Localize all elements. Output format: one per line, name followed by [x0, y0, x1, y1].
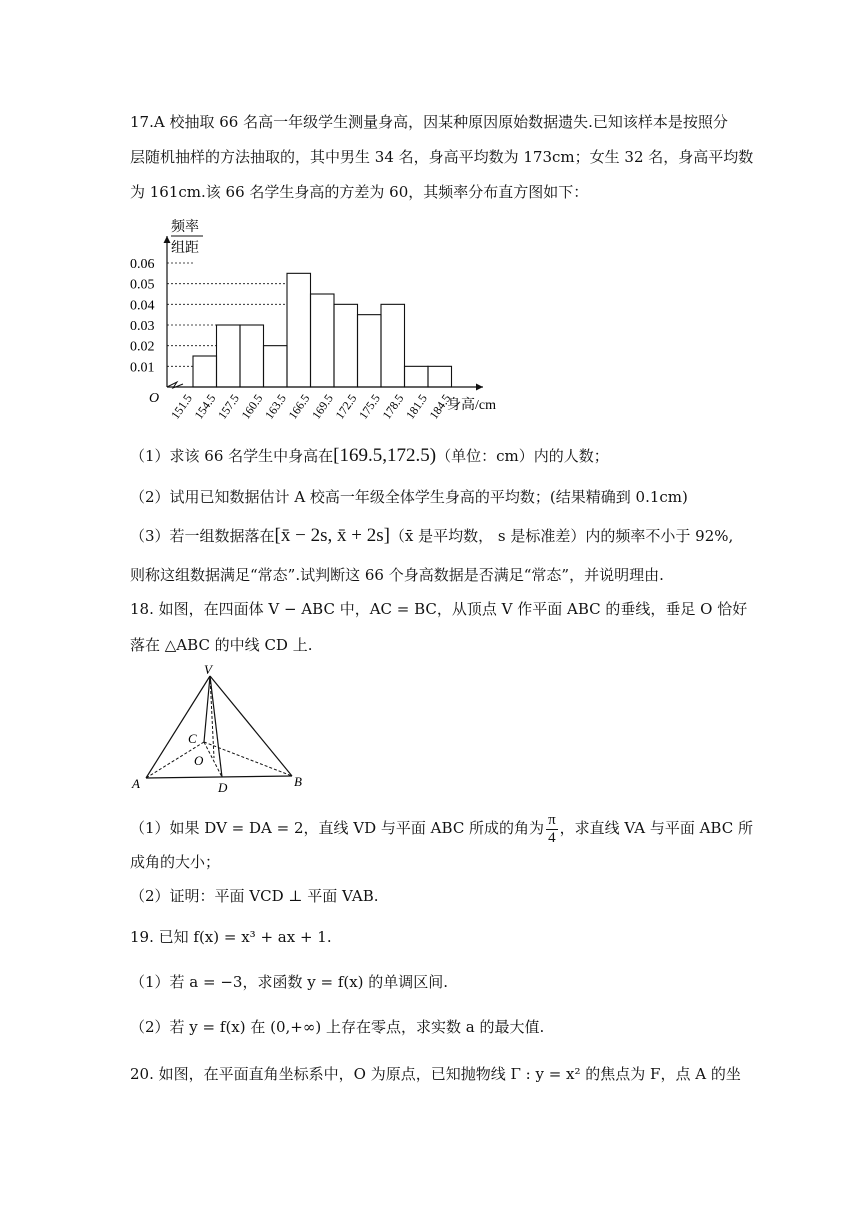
q18-sub2: （2）证明：平面 VCD ⊥ 平面 VAB.	[130, 887, 379, 905]
x-tick-label: 184.5	[426, 391, 454, 422]
y-tick-label: 0.01	[130, 360, 155, 376]
y-tick-label: 0.02	[130, 339, 155, 355]
x-tick-label: 181.5	[402, 391, 430, 422]
q18-line-2: 落在 △ABC 的中线 CD 上.	[130, 636, 313, 654]
histogram-bar	[334, 304, 358, 387]
histogram-bar	[217, 325, 241, 387]
q18-line-1: 18. 如图，在四面体 V − ABC 中，AC = BC，从顶点 V 作平面 ABC 的垂线，垂足 O 恰好	[130, 600, 748, 618]
q19-line-1: 19. 已知 f(x) = x³ + ax + 1.	[130, 928, 332, 946]
label-O: O	[194, 753, 204, 768]
histogram-chart	[125, 212, 496, 422]
x-tick-label: 151.5	[167, 391, 195, 422]
x-tick-label: 166.5	[285, 391, 313, 422]
y-label-top: 频率	[171, 220, 199, 235]
q17-sub3-interval: [x̄ − 2s, x̄ + 2s]	[274, 525, 390, 546]
q17-sub1	[130, 445, 609, 467]
q17-line-1: 17.A 校抽取 66 名高一年级学生测量身高，因某种原因原始数据遗失.已知该样本是按照分	[130, 113, 728, 131]
histogram-bar	[264, 346, 288, 387]
q17-sub3-line2: 则称这组数据满足“常态”.试判断这 66 个身高数据是否满足“常态”，并说明理由.	[130, 566, 664, 584]
histogram-bar	[240, 325, 264, 387]
label-C: C	[188, 731, 197, 746]
q17-sub2: （2）试用已知数据估计 A 校高一年级全体学生身高的平均数；(结果精确到 0.1cm)	[130, 488, 688, 506]
x-tick-label: 175.5	[355, 391, 383, 422]
histogram-bar	[358, 315, 382, 387]
tetrahedron-figure	[128, 664, 328, 794]
label-A: A	[132, 776, 140, 791]
x-tick-label: 157.5	[214, 391, 242, 422]
histogram-bar	[405, 366, 429, 387]
x-axis-label: 身高/cm	[447, 398, 496, 413]
q17-sub1-interval: [169.5,172.5)	[333, 445, 437, 466]
q17-sub3	[130, 525, 733, 547]
edge-VC	[204, 676, 210, 742]
q18-sub1-pre: （1）如果 DV = DA = 2，直线 VD 与平面 ABC 所成的角为	[130, 819, 545, 837]
histogram-bar	[381, 304, 405, 387]
fraction-denominator: 4	[548, 829, 556, 846]
q17-line-3: 为 161cm.该 66 名学生身高的方差为 60，其频率分布直方图如下：	[130, 183, 589, 201]
label-D: D	[218, 780, 228, 795]
label-B: B	[294, 774, 302, 789]
histogram-bar	[311, 294, 335, 387]
q17-sub3-pre: （3）若一组数据落在	[130, 527, 275, 545]
x-tick-label: 172.5	[332, 391, 360, 422]
fraction-numerator: π	[548, 811, 556, 828]
q17-sub1-post: （单位：cm）内的人数；	[436, 447, 609, 465]
q20-line-1: 20. 如图，在平面直角坐标系中，O 为原点，已知抛物线 Γ : y = x² 的焦点为 F，点 A 的坐	[130, 1065, 741, 1083]
y-tick-label: 0.05	[130, 277, 155, 293]
histogram-bar	[193, 356, 217, 387]
q17-sub3-post: （x̄ 是平均数， s 是标准差）内的频率不小于 92%,	[389, 527, 734, 545]
label-V: V	[204, 662, 212, 677]
q18-sub1-line2: 成角的大小；	[130, 853, 221, 871]
y-tick-label: 0.06	[130, 257, 155, 272]
origin-label: O	[149, 391, 160, 406]
pi-over-4-fraction	[546, 812, 558, 847]
q19-sub2: （2）若 y = f(x) 在 (0,+∞) 上存在零点，求实数 a 的最大值.	[130, 1018, 545, 1036]
y-label-bottom: 组距	[171, 241, 199, 256]
edge-AB	[146, 776, 292, 778]
histogram-bar	[287, 273, 311, 387]
q17-sub1-pre: （1）求该 66 名学生中身高在	[130, 447, 334, 465]
histogram-bar	[428, 366, 452, 387]
y-tick-label: 0.04	[130, 298, 155, 314]
edge-VD	[210, 676, 222, 777]
q17-line-2: 层随机抽样的方法抽取的，其中男生 34 名，身高平均数为 173cm；女生 32 名，身高平均数	[130, 148, 754, 166]
edge-VB	[210, 676, 292, 776]
q19-sub1: （1）若 a = −3，求函数 y = f(x) 的单调区间.	[130, 973, 449, 991]
x-tick-label: 163.5	[261, 391, 289, 422]
q18-sub1-post: ，求直线 VA 与平面 ABC 所	[559, 819, 753, 837]
x-tick-label: 160.5	[238, 391, 266, 422]
x-tick-label: 169.5	[308, 391, 336, 422]
y-tick-label: 0.03	[130, 319, 155, 334]
x-tick-label: 178.5	[379, 391, 407, 422]
q18-sub1	[130, 808, 753, 848]
x-tick-label: 154.5	[191, 391, 219, 422]
